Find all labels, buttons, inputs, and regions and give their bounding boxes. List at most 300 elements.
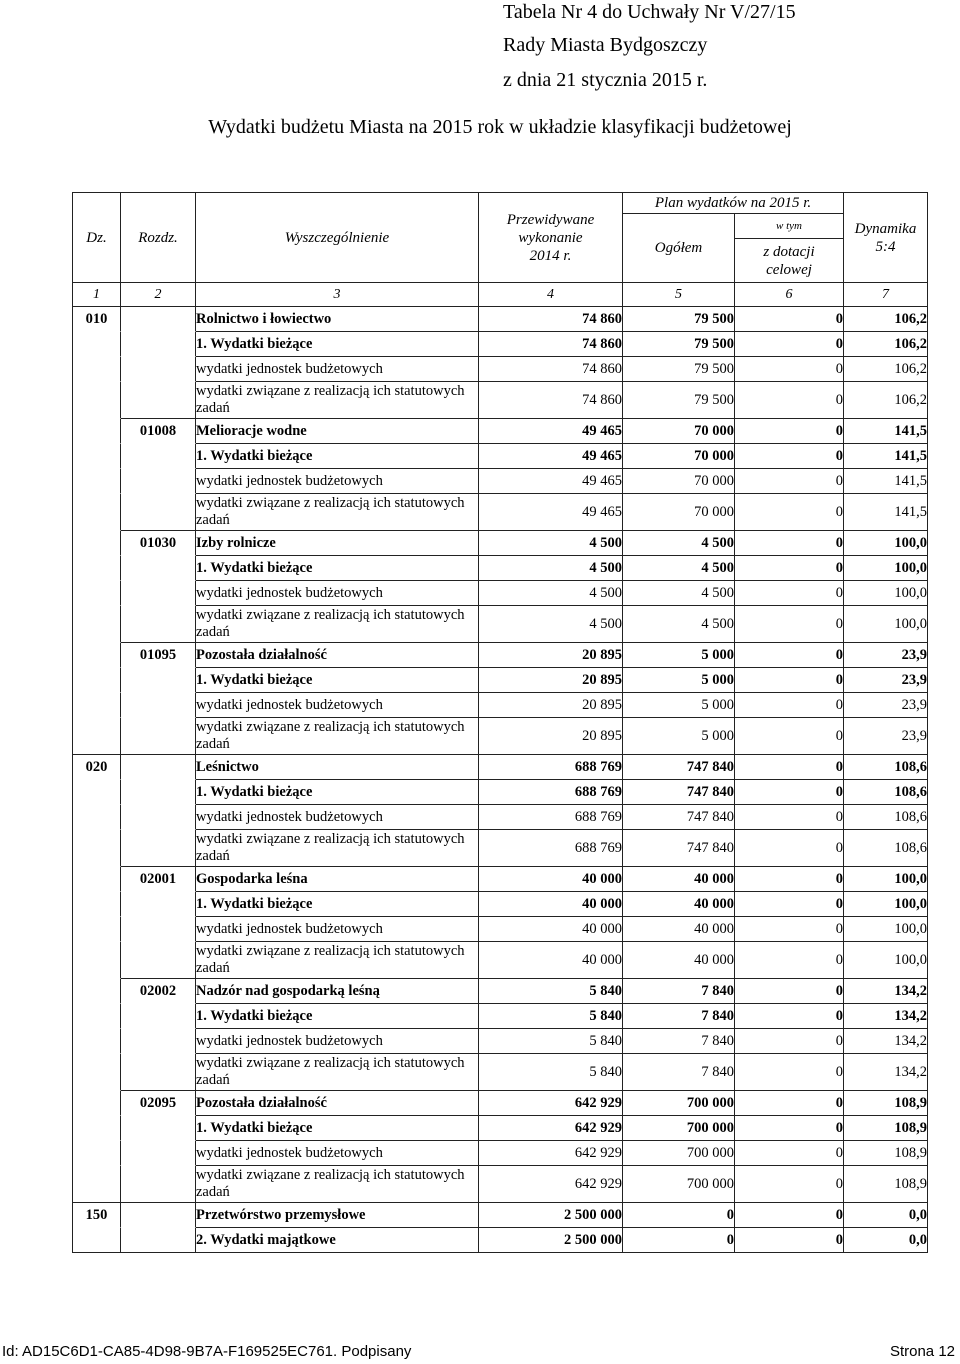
table-row-item [73, 357, 928, 382]
cell-dz [73, 1004, 121, 1029]
cell-dz [73, 581, 121, 606]
cell-forecast-2014: 642 929 [479, 1141, 623, 1166]
cell-description: 1. Wydatki bieżące [196, 780, 479, 805]
cell-dz [73, 1166, 121, 1203]
cell-dynamics: 100,0 [844, 556, 928, 581]
cell-dynamics: 106,2 [844, 332, 928, 357]
header-rozdz: Rozdz. [121, 193, 196, 283]
cell-dynamics: 108,9 [844, 1091, 928, 1116]
table-row-group [73, 1228, 928, 1253]
table-row-item [73, 830, 928, 867]
cell-dz [73, 531, 121, 556]
header-of-which: w tym [735, 214, 844, 239]
cell-description: wydatki jednostek budżetowych [196, 1029, 479, 1054]
cell-description: 1. Wydatki bieżące [196, 1004, 479, 1029]
table-row-item [73, 693, 928, 718]
cell-rozdz [121, 357, 196, 382]
cell-dynamics: 23,9 [844, 668, 928, 693]
cell-forecast-2014: 40 000 [479, 917, 623, 942]
cell-rozdz: 01008 [121, 419, 196, 444]
table-row-item [73, 581, 928, 606]
cell-dz [73, 1141, 121, 1166]
cell-dynamics: 100,0 [844, 581, 928, 606]
cell-rozdz [121, 668, 196, 693]
cell-plan-total: 747 840 [623, 755, 735, 780]
cell-forecast-2014: 74 860 [479, 357, 623, 382]
cell-plan-targeted-grant: 0 [735, 606, 844, 643]
cell-dz [73, 444, 121, 469]
cell-rozdz [121, 1228, 196, 1253]
cell-forecast-2014: 2 500 000 [479, 1203, 623, 1228]
header-plan-total: Ogółem [623, 214, 735, 283]
header-dz: Dz. [73, 193, 121, 283]
table-row-section [73, 755, 928, 780]
cell-description: Izby rolnicze [196, 531, 479, 556]
cell-dynamics: 108,6 [844, 805, 928, 830]
cell-plan-targeted-grant: 0 [735, 1141, 844, 1166]
column-number: 6 [735, 283, 844, 307]
cell-plan-targeted-grant: 0 [735, 1091, 844, 1116]
cell-dynamics: 141,5 [844, 469, 928, 494]
table-row-group [73, 780, 928, 805]
cell-dynamics: 23,9 [844, 718, 928, 755]
cell-dynamics: 141,5 [844, 494, 928, 531]
cell-dynamics: 106,2 [844, 357, 928, 382]
cell-rozdz [121, 1116, 196, 1141]
cell-forecast-2014: 688 769 [479, 755, 623, 780]
cell-description: wydatki związane z realizacją ich statutowych zadań [196, 382, 479, 419]
cell-plan-targeted-grant: 0 [735, 668, 844, 693]
table-row-group [73, 1116, 928, 1141]
cell-dz [73, 805, 121, 830]
cell-dz [73, 917, 121, 942]
document-id: Id: AD15C6D1-CA85-4D98-9B7A-F169525EC761. Podpisany [2, 1343, 412, 1360]
cell-dynamics: 134,2 [844, 979, 928, 1004]
cell-dynamics: 106,2 [844, 307, 928, 332]
table-row-group [73, 444, 928, 469]
cell-dz [73, 867, 121, 892]
cell-dynamics: 100,0 [844, 942, 928, 979]
cell-forecast-2014: 49 465 [479, 469, 623, 494]
cell-dynamics: 23,9 [844, 693, 928, 718]
cell-plan-total: 7 840 [623, 979, 735, 1004]
column-numbers-row [73, 283, 928, 307]
cell-forecast-2014: 20 895 [479, 668, 623, 693]
cell-forecast-2014: 2 500 000 [479, 1228, 623, 1253]
header-plan-2015: Plan wydatków na 2015 r. [623, 193, 844, 214]
cell-forecast-2014: 74 860 [479, 382, 623, 419]
cell-dz [73, 718, 121, 755]
cell-description: Nadzór nad gospodarką leśną [196, 979, 479, 1004]
cell-plan-targeted-grant: 0 [735, 830, 844, 867]
cell-plan-total: 5 000 [623, 668, 735, 693]
table-row-item [73, 917, 928, 942]
cell-plan-targeted-grant: 0 [735, 581, 844, 606]
cell-forecast-2014: 5 840 [479, 1004, 623, 1029]
cell-plan-targeted-grant: 0 [735, 469, 844, 494]
cell-dz [73, 494, 121, 531]
table-header [73, 193, 928, 307]
cell-dynamics: 108,6 [844, 755, 928, 780]
cell-forecast-2014: 642 929 [479, 1091, 623, 1116]
cell-plan-total: 40 000 [623, 942, 735, 979]
cell-dz [73, 668, 121, 693]
cell-forecast-2014: 4 500 [479, 531, 623, 556]
cell-plan-targeted-grant: 0 [735, 419, 844, 444]
cell-dynamics: 100,0 [844, 917, 928, 942]
table-row-group [73, 668, 928, 693]
cell-dynamics: 108,9 [844, 1141, 928, 1166]
cell-forecast-2014: 688 769 [479, 830, 623, 867]
table-row-chapter [73, 643, 928, 668]
cell-plan-total: 7 840 [623, 1029, 735, 1054]
cell-dz [73, 469, 121, 494]
cell-forecast-2014: 74 860 [479, 332, 623, 357]
cell-forecast-2014: 20 895 [479, 643, 623, 668]
cell-description: 1. Wydatki bieżące [196, 892, 479, 917]
cell-forecast-2014: 49 465 [479, 419, 623, 444]
cell-plan-targeted-grant: 0 [735, 1004, 844, 1029]
cell-rozdz [121, 1029, 196, 1054]
cell-plan-total: 70 000 [623, 419, 735, 444]
cell-rozdz: 02002 [121, 979, 196, 1004]
resolution-number: Tabela Nr 4 do Uchwały Nr V/27/15 [503, 1, 796, 23]
cell-plan-total: 4 500 [623, 531, 735, 556]
cell-dz: 010 [73, 307, 121, 332]
cell-dynamics: 134,2 [844, 1029, 928, 1054]
cell-plan-targeted-grant: 0 [735, 556, 844, 581]
cell-plan-total: 40 000 [623, 867, 735, 892]
cell-rozdz [121, 1166, 196, 1203]
cell-description: wydatki jednostek budżetowych [196, 469, 479, 494]
cell-forecast-2014: 4 500 [479, 581, 623, 606]
cell-plan-targeted-grant: 0 [735, 917, 844, 942]
table-row-item [73, 469, 928, 494]
cell-plan-total: 700 000 [623, 1166, 735, 1203]
cell-plan-targeted-grant: 0 [735, 805, 844, 830]
cell-description: wydatki związane z realizacją ich statutowych zadań [196, 1166, 479, 1203]
cell-dynamics: 100,0 [844, 892, 928, 917]
table-row-item [73, 942, 928, 979]
table-row-item [73, 494, 928, 531]
cell-rozdz: 02095 [121, 1091, 196, 1116]
table-row-group [73, 1004, 928, 1029]
cell-plan-total: 5 000 [623, 643, 735, 668]
cell-description: 1. Wydatki bieżące [196, 332, 479, 357]
cell-plan-targeted-grant: 0 [735, 942, 844, 979]
cell-dz [73, 1228, 121, 1253]
header-dynamics [844, 193, 928, 283]
table-row-item [73, 1166, 928, 1203]
cell-dynamics: 100,0 [844, 606, 928, 643]
header-plan-targeted-grant [735, 239, 844, 283]
table-row-group [73, 332, 928, 357]
cell-plan-targeted-grant: 0 [735, 494, 844, 531]
table-row-item [73, 1054, 928, 1091]
cell-rozdz [121, 917, 196, 942]
cell-description: wydatki związane z realizacją ich statutowych zadań [196, 494, 479, 531]
column-number: 3 [196, 283, 479, 307]
cell-rozdz [121, 494, 196, 531]
cell-description: Gospodarka leśna [196, 867, 479, 892]
cell-dynamics: 106,2 [844, 382, 928, 419]
cell-rozdz [121, 332, 196, 357]
cell-description: Przetwórstwo przemysłowe [196, 1203, 479, 1228]
cell-plan-total: 79 500 [623, 307, 735, 332]
cell-description: Pozostała działalność [196, 643, 479, 668]
cell-plan-total: 747 840 [623, 805, 735, 830]
cell-plan-targeted-grant: 0 [735, 444, 844, 469]
cell-rozdz: 01030 [121, 531, 196, 556]
table-row-section [73, 1203, 928, 1228]
column-number: 1 [73, 283, 121, 307]
table-row-group [73, 556, 928, 581]
cell-description: wydatki związane z realizacją ich statutowych zadań [196, 718, 479, 755]
cell-forecast-2014: 642 929 [479, 1166, 623, 1203]
cell-rozdz [121, 469, 196, 494]
cell-description: 1. Wydatki bieżące [196, 556, 479, 581]
cell-dz [73, 556, 121, 581]
cell-dz [73, 1054, 121, 1091]
cell-plan-total: 5 000 [623, 718, 735, 755]
cell-description: wydatki związane z realizacją ich statutowych zadań [196, 1054, 479, 1091]
table-row-item [73, 1029, 928, 1054]
cell-description: 1. Wydatki bieżące [196, 668, 479, 693]
cell-plan-total: 70 000 [623, 469, 735, 494]
cell-description: 2. Wydatki majątkowe [196, 1228, 479, 1253]
cell-plan-total: 40 000 [623, 917, 735, 942]
cell-plan-targeted-grant: 0 [735, 1029, 844, 1054]
table-row-item [73, 718, 928, 755]
cell-description: wydatki jednostek budżetowych [196, 1141, 479, 1166]
cell-plan-targeted-grant: 0 [735, 892, 844, 917]
cell-plan-total: 79 500 [623, 357, 735, 382]
cell-forecast-2014: 5 840 [479, 1029, 623, 1054]
council-name: Rady Miasta Bydgoszczy [503, 34, 708, 56]
cell-forecast-2014: 49 465 [479, 494, 623, 531]
cell-rozdz [121, 606, 196, 643]
cell-plan-total: 79 500 [623, 382, 735, 419]
cell-dynamics: 100,0 [844, 867, 928, 892]
header-dynamics-label: Dynamika 5:4 [854, 220, 917, 255]
cell-dz: 150 [73, 1203, 121, 1228]
cell-plan-targeted-grant: 0 [735, 693, 844, 718]
budget-table [72, 192, 928, 1253]
table-row-chapter [73, 419, 928, 444]
cell-plan-targeted-grant: 0 [735, 332, 844, 357]
cell-plan-targeted-grant: 0 [735, 780, 844, 805]
cell-forecast-2014: 74 860 [479, 307, 623, 332]
header-row [73, 193, 928, 214]
table-row-item [73, 382, 928, 419]
cell-plan-total: 4 500 [623, 556, 735, 581]
cell-forecast-2014: 40 000 [479, 892, 623, 917]
cell-rozdz [121, 1203, 196, 1228]
cell-plan-total: 5 000 [623, 693, 735, 718]
cell-rozdz [121, 830, 196, 867]
cell-plan-total: 70 000 [623, 444, 735, 469]
cell-forecast-2014: 5 840 [479, 979, 623, 1004]
table-row-item [73, 606, 928, 643]
table-row-chapter [73, 867, 928, 892]
cell-dz: 020 [73, 755, 121, 780]
cell-plan-targeted-grant: 0 [735, 1166, 844, 1203]
cell-rozdz [121, 755, 196, 780]
column-number: 4 [479, 283, 623, 307]
cell-forecast-2014: 40 000 [479, 867, 623, 892]
cell-dynamics: 108,9 [844, 1116, 928, 1141]
cell-rozdz [121, 1004, 196, 1029]
cell-dz [73, 830, 121, 867]
page-number: Strona 12 [889, 1343, 955, 1360]
cell-description: wydatki jednostek budżetowych [196, 917, 479, 942]
cell-rozdz: 02001 [121, 867, 196, 892]
cell-plan-total: 0 [623, 1228, 735, 1253]
cell-rozdz [121, 307, 196, 332]
cell-plan-total: 79 500 [623, 332, 735, 357]
cell-description: Rolnictwo i łowiectwo [196, 307, 479, 332]
cell-dz [73, 1091, 121, 1116]
cell-rozdz [121, 942, 196, 979]
cell-plan-targeted-grant: 0 [735, 1054, 844, 1091]
column-number: 7 [844, 283, 928, 307]
cell-forecast-2014: 49 465 [479, 444, 623, 469]
resolution-date: z dnia 21 stycznia 2015 r. [503, 69, 708, 91]
cell-dz [73, 606, 121, 643]
cell-forecast-2014: 4 500 [479, 556, 623, 581]
cell-description: wydatki jednostek budżetowych [196, 805, 479, 830]
cell-dynamics: 108,6 [844, 830, 928, 867]
cell-dynamics: 134,2 [844, 1004, 928, 1029]
cell-description: wydatki jednostek budżetowych [196, 357, 479, 382]
cell-forecast-2014: 642 929 [479, 1116, 623, 1141]
cell-description: wydatki związane z realizacją ich statutowych zadań [196, 830, 479, 867]
cell-plan-total: 7 840 [623, 1004, 735, 1029]
cell-plan-targeted-grant: 0 [735, 718, 844, 755]
cell-dz [73, 382, 121, 419]
cell-plan-targeted-grant: 0 [735, 357, 844, 382]
cell-rozdz [121, 892, 196, 917]
column-number: 5 [623, 283, 735, 307]
cell-plan-targeted-grant: 0 [735, 307, 844, 332]
cell-dynamics: 108,6 [844, 780, 928, 805]
cell-forecast-2014: 5 840 [479, 1054, 623, 1091]
cell-forecast-2014: 688 769 [479, 805, 623, 830]
cell-description: wydatki jednostek budżetowych [196, 693, 479, 718]
cell-plan-targeted-grant: 0 [735, 643, 844, 668]
cell-dz [73, 693, 121, 718]
cell-rozdz [121, 581, 196, 606]
table-row-item [73, 1141, 928, 1166]
cell-plan-targeted-grant: 0 [735, 531, 844, 556]
cell-rozdz [121, 444, 196, 469]
cell-dz [73, 892, 121, 917]
cell-forecast-2014: 40 000 [479, 942, 623, 979]
cell-dz [73, 1116, 121, 1141]
cell-plan-targeted-grant: 0 [735, 979, 844, 1004]
cell-plan-total: 4 500 [623, 581, 735, 606]
cell-plan-total: 0 [623, 1203, 735, 1228]
cell-dynamics: 141,5 [844, 444, 928, 469]
cell-plan-targeted-grant: 0 [735, 1228, 844, 1253]
header-description: Wyszczególnienie [196, 193, 479, 283]
cell-rozdz [121, 1054, 196, 1091]
cell-dz [73, 332, 121, 357]
cell-description: Leśnictwo [196, 755, 479, 780]
cell-plan-total: 747 840 [623, 780, 735, 805]
cell-dynamics: 23,9 [844, 643, 928, 668]
cell-plan-targeted-grant: 0 [735, 755, 844, 780]
cell-dz [73, 780, 121, 805]
cell-dz [73, 1029, 121, 1054]
cell-plan-targeted-grant: 0 [735, 867, 844, 892]
table-body [73, 307, 928, 1253]
cell-dz [73, 643, 121, 668]
table-row-chapter [73, 1091, 928, 1116]
cell-description: 1. Wydatki bieżące [196, 1116, 479, 1141]
cell-dz [73, 979, 121, 1004]
cell-description: wydatki związane z realizacją ich statutowych zadań [196, 606, 479, 643]
cell-forecast-2014: 4 500 [479, 606, 623, 643]
header-forecast-2014-label: Przewidywane wykonanie 2014 r. [506, 211, 595, 264]
cell-plan-targeted-grant: 0 [735, 1116, 844, 1141]
cell-dynamics: 100,0 [844, 531, 928, 556]
cell-rozdz [121, 718, 196, 755]
column-number: 2 [121, 283, 196, 307]
cell-forecast-2014: 688 769 [479, 780, 623, 805]
header-plan-targeted-grant-label: z dotacji celowej [763, 243, 815, 278]
cell-rozdz [121, 780, 196, 805]
cell-plan-total: 747 840 [623, 830, 735, 867]
page-title: Wydatki budżetu Miasta na 2015 rok w układzie klasyfikacji budżetowej [208, 116, 792, 138]
cell-description: Melioracje wodne [196, 419, 479, 444]
cell-dz [73, 419, 121, 444]
cell-plan-total: 700 000 [623, 1116, 735, 1141]
cell-forecast-2014: 20 895 [479, 718, 623, 755]
cell-description: Pozostała działalność [196, 1091, 479, 1116]
cell-dynamics: 0,0 [844, 1203, 928, 1228]
header-forecast-2014 [479, 193, 623, 283]
table-row-chapter [73, 979, 928, 1004]
table-row-chapter [73, 531, 928, 556]
cell-plan-total: 700 000 [623, 1091, 735, 1116]
cell-rozdz [121, 693, 196, 718]
cell-description: 1. Wydatki bieżące [196, 444, 479, 469]
cell-plan-targeted-grant: 0 [735, 382, 844, 419]
table-row-section [73, 307, 928, 332]
cell-description: wydatki związane z realizacją ich statutowych zadań [196, 942, 479, 979]
cell-plan-total: 40 000 [623, 892, 735, 917]
cell-dz [73, 942, 121, 979]
cell-dynamics: 141,5 [844, 419, 928, 444]
cell-rozdz [121, 805, 196, 830]
table-row-item [73, 805, 928, 830]
cell-plan-total: 7 840 [623, 1054, 735, 1091]
cell-plan-total: 700 000 [623, 1141, 735, 1166]
cell-rozdz [121, 1141, 196, 1166]
cell-plan-total: 4 500 [623, 606, 735, 643]
cell-forecast-2014: 20 895 [479, 693, 623, 718]
cell-plan-targeted-grant: 0 [735, 1203, 844, 1228]
cell-description: wydatki jednostek budżetowych [196, 581, 479, 606]
cell-plan-total: 70 000 [623, 494, 735, 531]
cell-rozdz: 01095 [121, 643, 196, 668]
cell-rozdz [121, 556, 196, 581]
cell-rozdz [121, 382, 196, 419]
table-row-group [73, 892, 928, 917]
cell-dynamics: 0,0 [844, 1228, 928, 1253]
cell-dynamics: 134,2 [844, 1054, 928, 1091]
